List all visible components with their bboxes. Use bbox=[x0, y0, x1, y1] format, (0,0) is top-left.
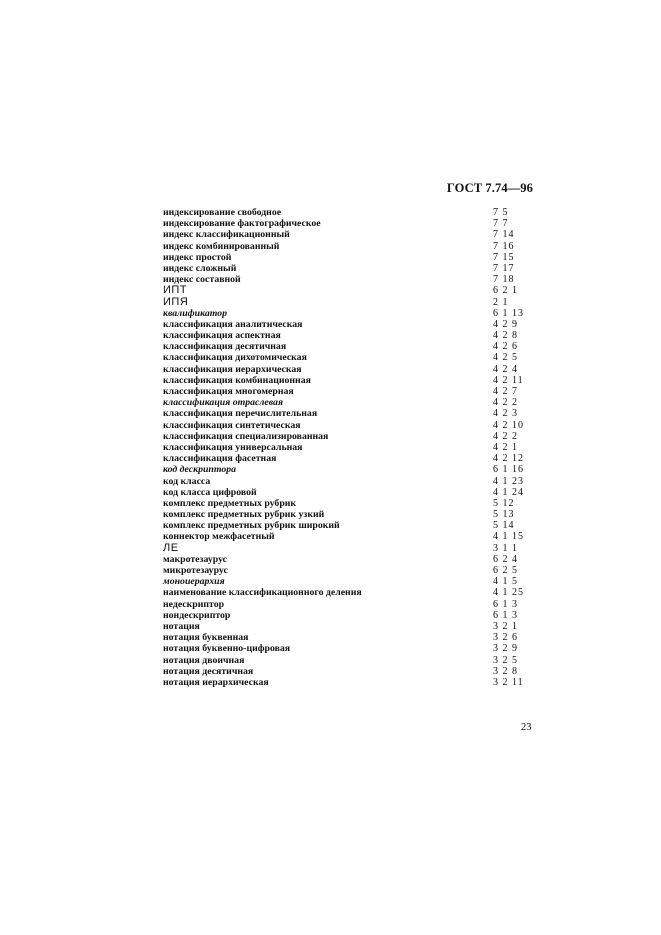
index-term: классификация десятичная bbox=[163, 341, 287, 353]
index-entry bbox=[163, 431, 543, 442]
index-entry bbox=[163, 464, 543, 475]
index-entry bbox=[163, 487, 543, 498]
index-reference: 5 13 bbox=[493, 509, 515, 521]
index-term: наименование классификационного деления bbox=[163, 587, 362, 599]
index-entry bbox=[163, 677, 543, 688]
index-term: ЛЕ bbox=[163, 541, 179, 554]
index-entry bbox=[163, 643, 543, 654]
index-reference: 6 2 1 bbox=[493, 285, 518, 297]
index-term: классификация синтетическая bbox=[163, 419, 301, 431]
index-entry bbox=[163, 543, 543, 554]
index-reference: 7 14 bbox=[493, 229, 515, 241]
index-reference: 4 1 5 bbox=[493, 576, 518, 588]
index-reference: 4 2 9 bbox=[493, 318, 518, 330]
index-reference: 3 2 5 bbox=[493, 654, 518, 666]
index-term: код дескриптора bbox=[163, 464, 237, 476]
index-entry bbox=[163, 341, 543, 352]
index-term: классификация отраслевая bbox=[163, 397, 284, 409]
index-term: нотация иерархическая bbox=[163, 676, 269, 688]
index-term: классификация универсальная bbox=[163, 441, 303, 453]
index-reference: 4 1 25 bbox=[493, 587, 524, 599]
index-term: комплекс предметных рубрик широкий bbox=[163, 520, 340, 532]
index-reference: 6 1 16 bbox=[493, 464, 524, 476]
index-reference: 6 1 13 bbox=[493, 307, 524, 319]
index-reference: 7 18 bbox=[493, 274, 515, 286]
index-term: квалификатор bbox=[163, 307, 228, 319]
index-reference: 4 2 10 bbox=[493, 419, 524, 431]
index-entry bbox=[163, 207, 543, 218]
index-term: микротезаурус bbox=[163, 565, 228, 576]
index-term: нотация буквенно-цифровая bbox=[163, 643, 291, 655]
index-entry bbox=[163, 229, 543, 240]
index-reference: 3 2 11 bbox=[493, 676, 524, 688]
index-term: недескриптор bbox=[163, 598, 225, 610]
index-term: нотация двоичная bbox=[163, 654, 245, 666]
index-term: классификация комбинационная bbox=[163, 374, 311, 386]
index-entry bbox=[163, 352, 543, 363]
index-reference: 4 2 6 bbox=[493, 341, 518, 353]
index-entry bbox=[163, 610, 543, 621]
index-term: нотация bbox=[163, 620, 200, 632]
index-entry bbox=[163, 587, 543, 598]
index-reference: 4 1 24 bbox=[493, 486, 524, 498]
index-entry bbox=[163, 420, 543, 431]
index-reference: 4 2 4 bbox=[493, 363, 518, 375]
index-term: классификация дихотомическая bbox=[163, 352, 307, 364]
index-reference: 7 16 bbox=[493, 240, 515, 252]
document-header: ГОСТ 7.74—96 bbox=[446, 181, 533, 195]
index-term: классификация иерархическая bbox=[163, 363, 302, 375]
index-reference: 4 2 3 bbox=[493, 408, 518, 420]
index-term: индексирование фактографическое bbox=[163, 218, 321, 230]
index-entry bbox=[163, 274, 543, 285]
index-entry bbox=[163, 408, 543, 419]
index-entry bbox=[163, 531, 543, 542]
index-reference: 4 2 2 bbox=[493, 397, 518, 409]
index-entry bbox=[163, 565, 543, 576]
index-term: индекс сложный bbox=[163, 262, 237, 274]
index-reference: 6 1 3 bbox=[493, 609, 518, 621]
index-reference: 7 15 bbox=[493, 251, 515, 263]
index-entry bbox=[163, 375, 543, 386]
index-reference: 4 1 15 bbox=[493, 531, 524, 543]
index-entry bbox=[163, 263, 543, 274]
index-reference: 6 1 3 bbox=[493, 598, 518, 610]
index-reference: 6 2 5 bbox=[493, 565, 518, 576]
index-term: моноиерархия bbox=[163, 576, 225, 588]
index-term: комплекс предметных рубрик узкий bbox=[163, 509, 325, 521]
index-entry bbox=[163, 364, 543, 375]
index-reference: 3 2 9 bbox=[493, 643, 518, 655]
index-reference: 7 17 bbox=[493, 262, 515, 274]
index-entry bbox=[163, 297, 543, 308]
index-entry bbox=[163, 509, 543, 520]
index-reference: 4 2 8 bbox=[493, 330, 518, 342]
index-entry bbox=[163, 397, 543, 408]
index-term: нотация буквенная bbox=[163, 632, 249, 644]
index-entry bbox=[163, 599, 543, 610]
index-reference: 6 2 4 bbox=[493, 553, 518, 565]
index-entry bbox=[163, 476, 543, 487]
index-term: ИПТ bbox=[163, 284, 188, 297]
index-entry bbox=[163, 554, 543, 565]
index-reference: 4 2 1 bbox=[493, 441, 518, 453]
index-term: индекс классификационный bbox=[163, 229, 290, 241]
index-term: код класса цифровой bbox=[163, 486, 257, 498]
index-term: код класса bbox=[163, 475, 211, 487]
index-entry bbox=[163, 621, 543, 632]
index-term: макротезаурус bbox=[163, 553, 228, 565]
index-term: классификация специализированная bbox=[163, 430, 329, 442]
index-entry bbox=[163, 576, 543, 587]
index-reference: 4 2 7 bbox=[493, 386, 518, 397]
index-reference: 7 7 bbox=[493, 218, 509, 230]
index-reference: 7 5 bbox=[493, 207, 509, 218]
index-term: классификация перечислительная bbox=[163, 408, 318, 420]
index-entry bbox=[163, 442, 543, 453]
index-reference: 5 12 bbox=[493, 497, 515, 509]
index-entry bbox=[163, 330, 543, 341]
index-entry bbox=[163, 252, 543, 263]
index-entry bbox=[163, 498, 543, 509]
index-reference: 3 2 6 bbox=[493, 632, 518, 644]
index-entry bbox=[163, 218, 543, 229]
index-term: классификация фасетная bbox=[163, 453, 277, 465]
index-entry bbox=[163, 386, 543, 397]
index-term: индекс составной bbox=[163, 274, 241, 286]
index-entry bbox=[163, 308, 543, 319]
index-term: ИПЯ bbox=[163, 295, 189, 308]
page-number: 23 bbox=[521, 722, 532, 733]
index-reference: 3 2 8 bbox=[493, 665, 518, 677]
index-reference: 4 1 23 bbox=[493, 475, 524, 487]
term-index-list bbox=[163, 207, 543, 688]
index-term: комплекс предметных рубрик bbox=[163, 497, 297, 509]
index-term: индекс простой bbox=[163, 251, 232, 263]
index-entry bbox=[163, 632, 543, 643]
index-reference: 4 2 11 bbox=[493, 374, 524, 386]
index-entry bbox=[163, 319, 543, 330]
index-term: классификация многомерная bbox=[163, 386, 294, 397]
index-reference: 2 1 bbox=[493, 296, 509, 308]
index-entry bbox=[163, 453, 543, 464]
index-term: нотация десятичная bbox=[163, 665, 254, 677]
index-reference: 4 2 2 bbox=[493, 430, 518, 442]
index-entry bbox=[163, 520, 543, 531]
index-term: классификация аналитическая bbox=[163, 318, 303, 330]
index-reference: 3 2 1 bbox=[493, 620, 518, 632]
index-entry bbox=[163, 655, 543, 666]
index-entry bbox=[163, 285, 543, 296]
index-term: индекс комбинированный bbox=[163, 240, 280, 252]
index-term: индексирование свободное bbox=[163, 207, 282, 218]
index-term: нондескриптор bbox=[163, 609, 231, 621]
index-reference: 4 2 5 bbox=[493, 352, 518, 364]
index-entry bbox=[163, 241, 543, 252]
index-reference: 3 1 1 bbox=[493, 542, 518, 554]
index-reference: 5 14 bbox=[493, 520, 515, 532]
index-term: коннектор межфасетный bbox=[163, 531, 275, 543]
index-entry bbox=[163, 666, 543, 677]
index-reference: 4 2 12 bbox=[493, 453, 524, 465]
index-term: классификация аспектная bbox=[163, 330, 281, 342]
